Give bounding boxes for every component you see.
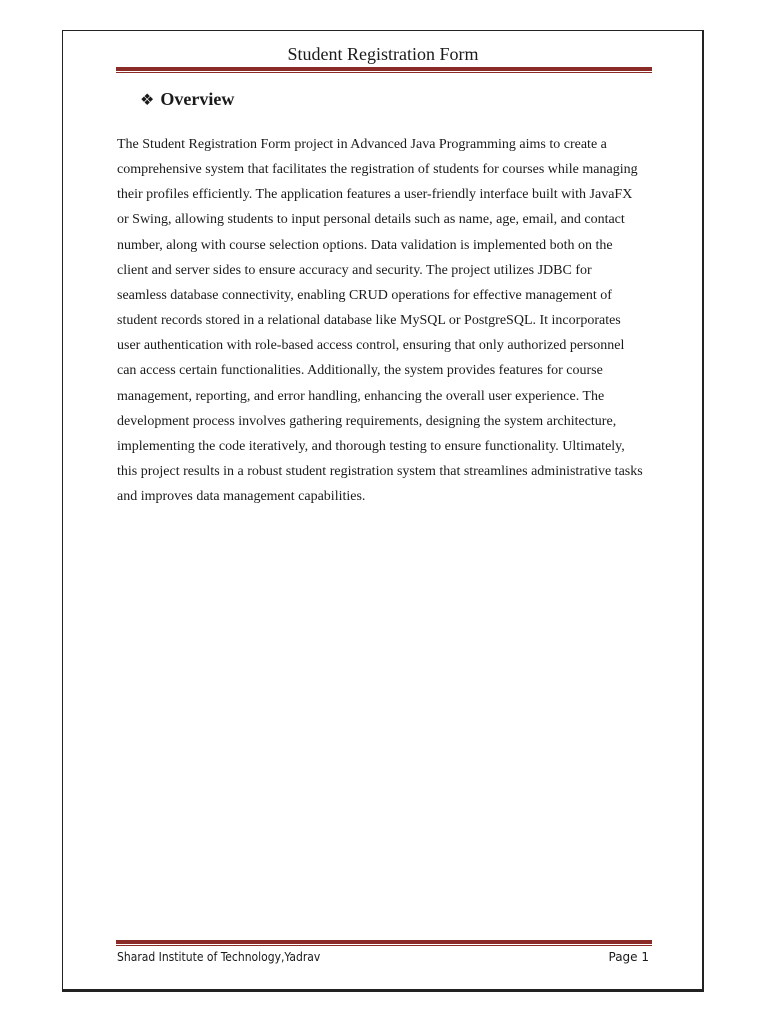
paragraph-line: development process involves gathering requirements, designing the system architecture, (117, 413, 617, 429)
paragraph-line: number, along with course selection options. Data validation is implemented both on the (117, 237, 613, 253)
section-heading-text: Overview (160, 89, 235, 109)
paragraph-line: or Swing, allowing students to input personal details such as name, age, email, and contact (117, 212, 625, 228)
paragraph-line: seamless database connectivity, enabling CRUD operations for effective management of (117, 287, 612, 303)
diamond-bullet-icon: ❖ (140, 92, 155, 109)
footer-rule (116, 940, 652, 946)
paragraph-line: management, reporting, and error handling, enhancing the overall user experience. The (117, 388, 605, 404)
header-rule (116, 67, 652, 73)
paragraph-line: client and server sides to ensure accuracy and security. The project utilizes JDBC for (117, 262, 592, 278)
paragraph-line: and improves data management capabilities. (117, 489, 366, 505)
footer-institution: Sharad Institute of Technology,Yadrav (117, 950, 321, 964)
paragraph-line: their profiles efficiently. The application features a user-friendly interface built with JavaFX (117, 187, 633, 203)
paragraph-line: The Student Registration Form project in Advanced Java Programming aims to create a (117, 137, 607, 152)
paragraph-line: implementing the code iteratively, and thorough testing to ensure functionality. Ultimately, (117, 438, 625, 454)
paragraph-line: this project results in a robust student registration system that streamlines administrative tasks (117, 464, 643, 480)
paragraph-line: user authentication with role-based access control, ensuring that only authorized personnel (117, 338, 625, 354)
section-heading (140, 88, 234, 112)
footer-page-number: Page 1 (608, 950, 649, 964)
overview-paragraph (117, 132, 657, 509)
paragraph-line: comprehensive system that facilitates the registration of students for courses while managing (117, 162, 638, 178)
paragraph-line: can access certain functionalities. Additionally, the system provides features for course (117, 363, 603, 379)
page-header-title: Student Registration Form (287, 44, 479, 64)
paragraph-line: student records stored in a relational database like MySQL or PostgreSQL. It incorporates (117, 313, 621, 329)
